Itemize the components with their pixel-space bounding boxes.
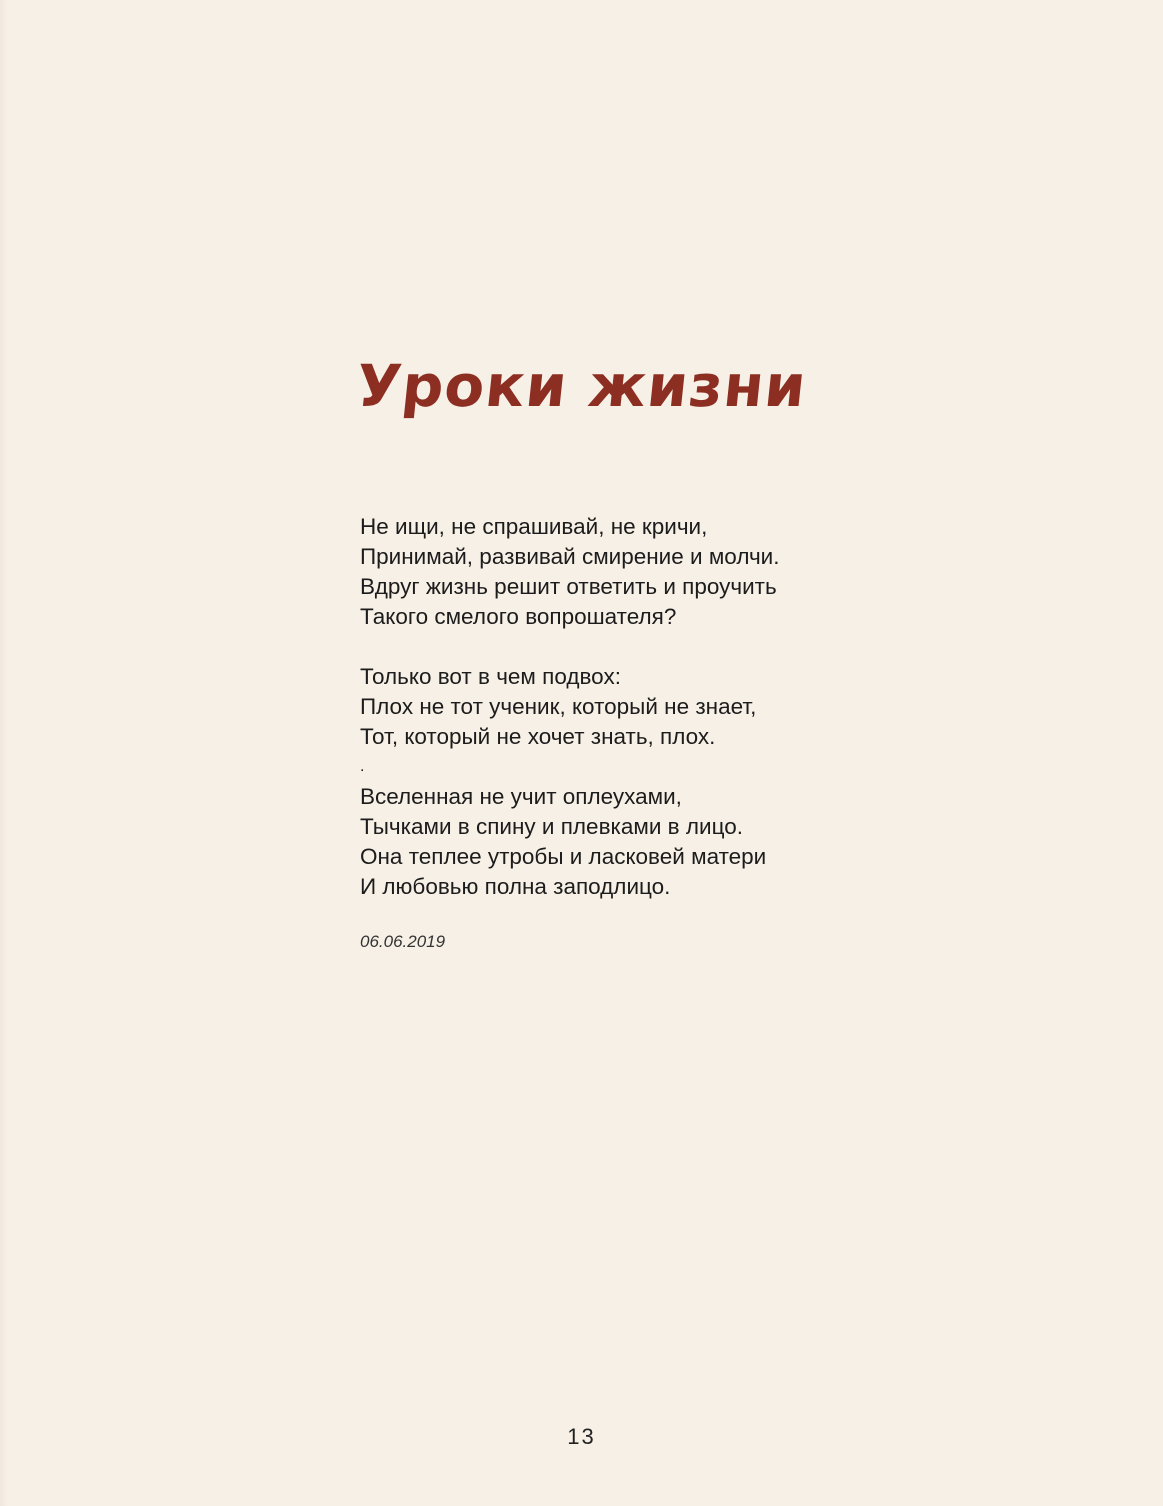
poem-line: Она теплее утробы и ласковей матери [360,844,767,869]
poem-line: Принимай, развивай смирение и молчи. [360,544,780,569]
poem-line: Тычками в спину и плевками в лицо. [360,814,743,839]
poem-line: Вселенная не учит оплеухами, [360,784,682,809]
poem-line: Только вот в чем подвох: [360,664,621,689]
poem-line: Тот, который не хочет знать, плох. [360,724,716,749]
stanza-gap [360,632,1000,662]
poem-date: 06.06.2019 [360,932,446,951]
poem-line: Не ищи, не спрашивай, не кричи, [360,514,708,539]
stanza-1 [360,512,1000,632]
stanza-separator: . [360,758,365,775]
poem-line: И любовью полна заподлицо. [360,874,671,899]
poem-line: Плох не тот ученик, который не знает, [360,694,757,719]
poem [360,512,1000,902]
poem-line: Вдруг жизнь решит ответить и проучить [360,574,777,599]
stanza-3 [360,782,1000,902]
page-edge [0,0,7,1506]
poem-line: Такого смелого вопрошателя? [360,604,677,629]
page-title: Уроки жизни [352,352,811,420]
stanza-2 [360,662,1000,752]
page-number: 13 [567,1424,596,1449]
